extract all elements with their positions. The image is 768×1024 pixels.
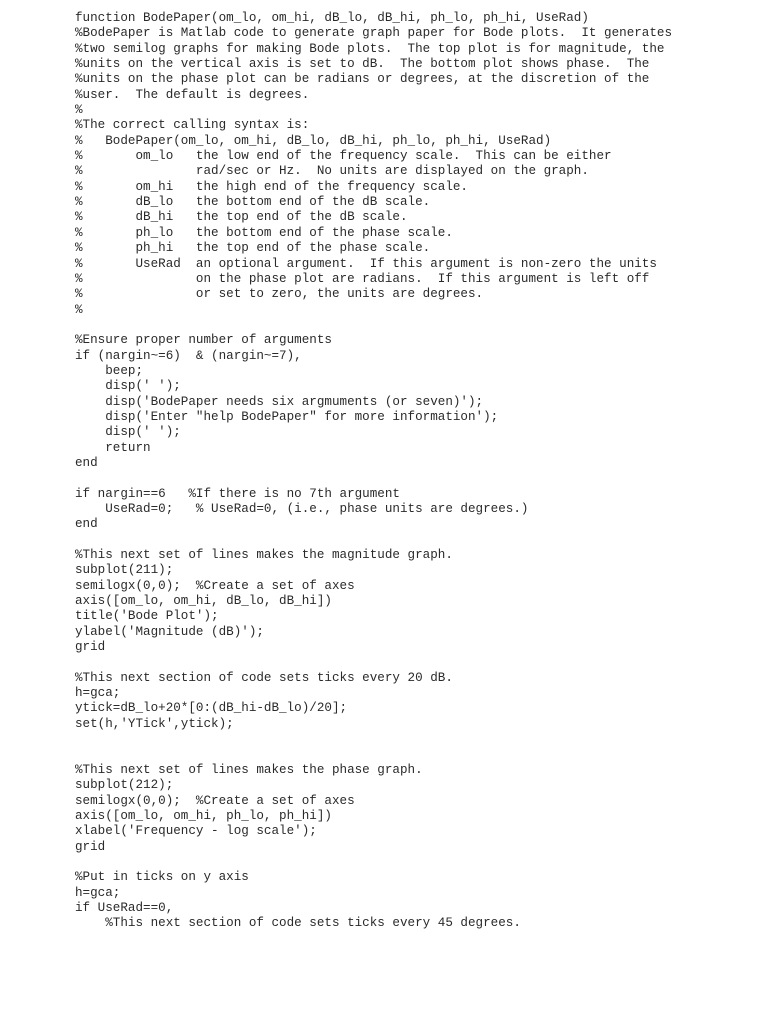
- code-line: axis([om_lo, om_hi, dB_lo, dB_hi]): [75, 594, 332, 609]
- code-line: % om_lo the low end of the frequency scale. This can be either: [75, 149, 612, 164]
- code-line: %Ensure proper number of arguments: [75, 333, 332, 348]
- code-line: h=gca;: [75, 885, 121, 900]
- code-line: disp(' ');: [75, 425, 181, 440]
- code-line: set(h,'YTick',ytick);: [75, 716, 234, 731]
- code-line: disp(' ');: [75, 379, 181, 394]
- code-line: [75, 318, 672, 333]
- code-line: UseRad=0; % UseRad=0, (i.e., phase units are degrees.): [75, 502, 529, 516]
- code-line: % dB_hi the top end of the dB scale.: [75, 210, 408, 225]
- code-line: %two semilog graphs for making Bode plots. The top plot is for magnitude, the: [75, 41, 665, 56]
- code-line: title('Bode Plot');: [75, 609, 219, 624]
- code-line: %: [75, 103, 83, 118]
- code-line: h=gca;: [75, 686, 121, 701]
- code-line: % rad/sec or Hz. No units are displayed on the graph.: [75, 164, 589, 179]
- code-line: semilogx(0,0); %Create a set of axes: [75, 793, 355, 808]
- code-line: disp('Enter "help BodePaper" for more information');: [75, 409, 499, 424]
- code-line: % on the phase plot are radians. If this argument is left off: [75, 271, 650, 286]
- code-line: %This next section of code sets ticks every 45 degrees.: [75, 916, 521, 931]
- code-line: disp('BodePaper needs six argmuments (or seven)');: [75, 394, 484, 409]
- code-line: [75, 855, 672, 870]
- code-line: %: [75, 302, 83, 317]
- code-line: % dB_lo the bottom end of the dB scale.: [75, 195, 431, 210]
- code-line: xlabel('Frequency - log scale');: [75, 824, 317, 839]
- code-line: [75, 655, 672, 670]
- code-line: semilogx(0,0); %Create a set of axes: [75, 578, 355, 593]
- code-line: %This next set of lines makes the phase graph.: [75, 762, 423, 777]
- code-line: return: [75, 440, 151, 455]
- code-line: grid: [75, 839, 106, 854]
- code-line: %This next set of lines makes the magnitude graph.: [75, 548, 453, 563]
- code-line: [75, 533, 672, 548]
- code-line: ytick=dB_lo+20*[0:(dB_hi-dB_lo)/20];: [75, 701, 348, 716]
- code-listing: [75, 11, 672, 932]
- code-line: % UseRad an optional argument. If this argument is non-zero the units: [75, 256, 657, 271]
- code-line: [75, 471, 672, 486]
- code-line: % or set to zero, the units are degrees.: [75, 287, 484, 302]
- code-line: %The correct calling syntax is:: [75, 118, 310, 133]
- code-line: grid: [75, 640, 106, 655]
- code-line: % BodePaper(om_lo, om_hi, dB_lo, dB_hi, ph_lo, ph_hi, UseRad): [75, 133, 552, 148]
- code-line: if nargin==6 %If there is no 7th argument: [75, 486, 400, 501]
- code-line: function BodePaper(om_lo, om_hi, dB_lo, dB_hi, ph_lo, ph_hi, UseRad): [75, 11, 589, 25]
- code-line: end: [75, 455, 98, 470]
- code-line: %user. The default is degrees.: [75, 87, 310, 102]
- code-line: [75, 748, 672, 763]
- code-line: % ph_lo the bottom end of the phase scale.: [75, 225, 453, 240]
- code-line: subplot(212);: [75, 778, 174, 793]
- code-line: beep;: [75, 363, 144, 378]
- code-line: % om_hi the high end of the frequency scale.: [75, 179, 468, 194]
- code-line: end: [75, 517, 98, 532]
- code-line: %Put in ticks on y axis: [75, 870, 249, 885]
- code-line: if UseRad==0,: [75, 900, 174, 915]
- code-line: if (nargin~=6) & (nargin~=7),: [75, 348, 302, 363]
- code-line: %units on the vertical axis is set to dB. The bottom plot shows phase. The: [75, 57, 650, 72]
- code-line: %units on the phase plot can be radians or degrees, at the discretion of the: [75, 72, 650, 87]
- code-line: %This next section of code sets ticks every 20 dB.: [75, 670, 453, 685]
- code-line: subplot(211);: [75, 563, 174, 578]
- code-line: % ph_hi the top end of the phase scale.: [75, 241, 431, 256]
- code-line: %BodePaper is Matlab code to generate graph paper for Bode plots. It generates: [75, 26, 673, 41]
- code-line: [75, 732, 672, 747]
- code-line: ylabel('Magnitude (dB)');: [75, 624, 264, 639]
- code-line: axis([om_lo, om_hi, ph_lo, ph_hi]): [75, 808, 332, 823]
